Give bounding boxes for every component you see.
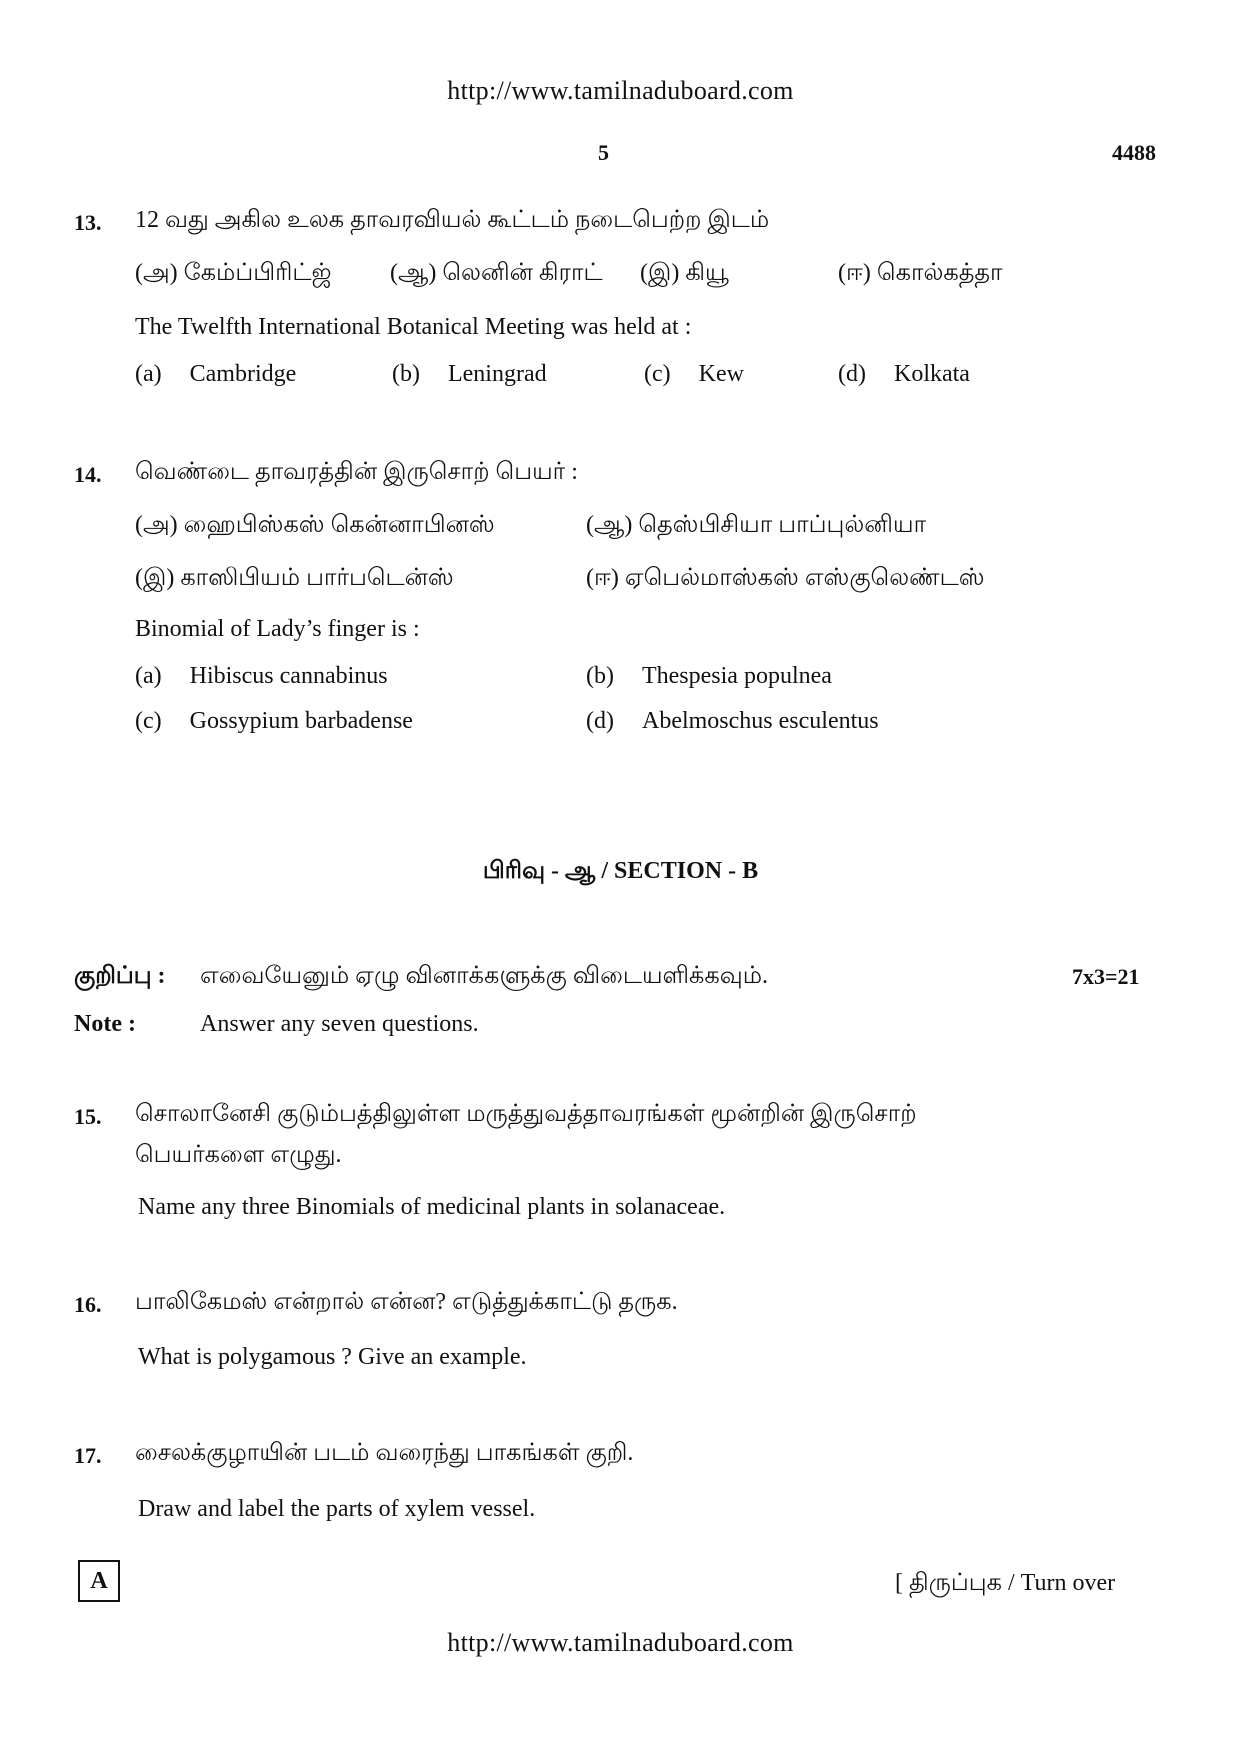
option-text: தெஸ்பிசியா பாப்புல்னியா [638,512,927,538]
option-label: (ஈ) [838,260,871,286]
option-text: Leningrad [447,361,547,387]
q14-number: 14. [74,462,102,487]
marks-allocation: 7x3=21 [1072,964,1140,989]
turn-over-label: [ திருப்புக / Turn over [895,1570,1116,1596]
q13-number: 13. [74,210,102,235]
option-text: கியூ [685,260,729,286]
q14-english-question: Binomial of Lady’s finger is : [135,616,420,642]
note-text-english: Answer any seven questions. [200,1011,479,1037]
q15-number: 15. [74,1104,102,1129]
footer-url[interactable]: http://www.tamilnaduboard.com [447,1628,794,1657]
q13-tamil-option-a [135,260,332,289]
q13-english-option-b [392,361,547,388]
q17-number: 17. [74,1443,102,1468]
option-label: (அ) [135,512,178,538]
option-text: Cambridge [189,361,297,387]
option-label: (d) [838,361,866,387]
option-label: (இ) [135,565,175,591]
q14-tamil-option-c [135,565,454,594]
q14-english-option-d [586,708,879,735]
option-text: Kew [698,361,744,387]
option-label: (ஆ) [586,512,633,538]
option-text: கொல்கத்தா [876,260,1003,286]
option-label: (இ) [640,260,680,286]
option-label: (அ) [135,260,178,286]
page-number: 5 [598,140,609,165]
option-label: (b) [392,361,420,387]
option-text: ஏபெல்மாஸ்கஸ் எஸ்குலெண்டஸ் [624,565,985,591]
option-label: (a) [135,663,162,689]
option-label: (b) [586,663,614,689]
q14-tamil-question: வெண்டை தாவரத்தின் இருசொற் பெயர் : [135,459,578,485]
q16-number: 16. [74,1292,102,1317]
note-label-tamil: குறிப்பு : [74,963,166,989]
option-text: ஹைபிஸ்கஸ் கென்னாபினஸ் [183,512,495,538]
option-label: (c) [644,361,671,387]
note-label-english: Note : [74,1011,136,1037]
q16-english: What is polygamous ? Give an example. [138,1344,527,1370]
q17-tamil: சைலக்குழாயின் படம் வரைந்து பாகங்கள் குறி. [135,1440,634,1466]
option-text: லெனின் கிராட் [442,260,603,286]
option-text: கேம்ப்பிரிட்ஜ் [183,260,332,286]
q13-english-option-d [838,361,970,388]
q14-english-option-b [586,663,832,690]
q15-tamil-line1: சொலானேசி குடும்பத்திலுள்ள மருத்துவத்தாவரங்கள் மூன்றின் இருசொற் [135,1101,917,1127]
option-text: Kolkata [893,361,970,387]
option-label: (d) [586,708,614,734]
q14-english-option-a [135,663,388,690]
q15-tamil-line2: பெயர்களை எழுது. [135,1142,342,1168]
q14-tamil-option-b [586,512,926,541]
q15-english: Name any three Binomials of medicinal plants in solanaceae. [138,1194,726,1220]
option-label: (c) [135,708,162,734]
option-text: Hibiscus cannabinus [189,663,388,689]
q13-tamil-option-b [390,260,603,289]
q13-tamil-option-c [640,260,729,289]
header-url[interactable]: http://www.tamilnaduboard.com [447,76,794,105]
q14-tamil-option-a [135,512,495,541]
q17-english: Draw and label the parts of xylem vessel. [138,1496,536,1522]
q13-tamil-option-d [838,260,1003,289]
q13-english-option-a [135,361,296,388]
option-text: Thespesia populnea [641,663,832,689]
q13-tamil-question: 12 வது அகில உலக தாவரவியல் கூட்டம் நடைபெற்ற இடம் [135,207,770,233]
option-text: Abelmoschus esculentus [641,708,879,734]
q14-tamil-option-d [586,565,985,594]
option-text: காஸிபியம் பார்படென்ஸ் [180,565,454,591]
option-label: (ஆ) [390,260,437,286]
section-b-heading: பிரிவு - ஆ / SECTION - B [482,858,759,884]
note-text-tamil: எவையேனும் ஏழு வினாக்களுக்கு விடையளிக்கவும். [200,963,769,989]
q14-english-option-c [135,708,413,735]
option-label: (ஈ) [586,565,619,591]
q16-tamil: பாலிகேமஸ் என்றால் என்ன? எடுத்துக்காட்டு தருக. [135,1289,678,1315]
q13-english-question: The Twelfth International Botanical Meeting was held at : [135,314,692,340]
option-label: (a) [135,361,162,387]
paper-code: 4488 [1112,140,1156,165]
q13-english-option-c [644,361,744,388]
set-a-box: A [78,1560,120,1602]
option-text: Gossypium barbadense [189,708,413,734]
